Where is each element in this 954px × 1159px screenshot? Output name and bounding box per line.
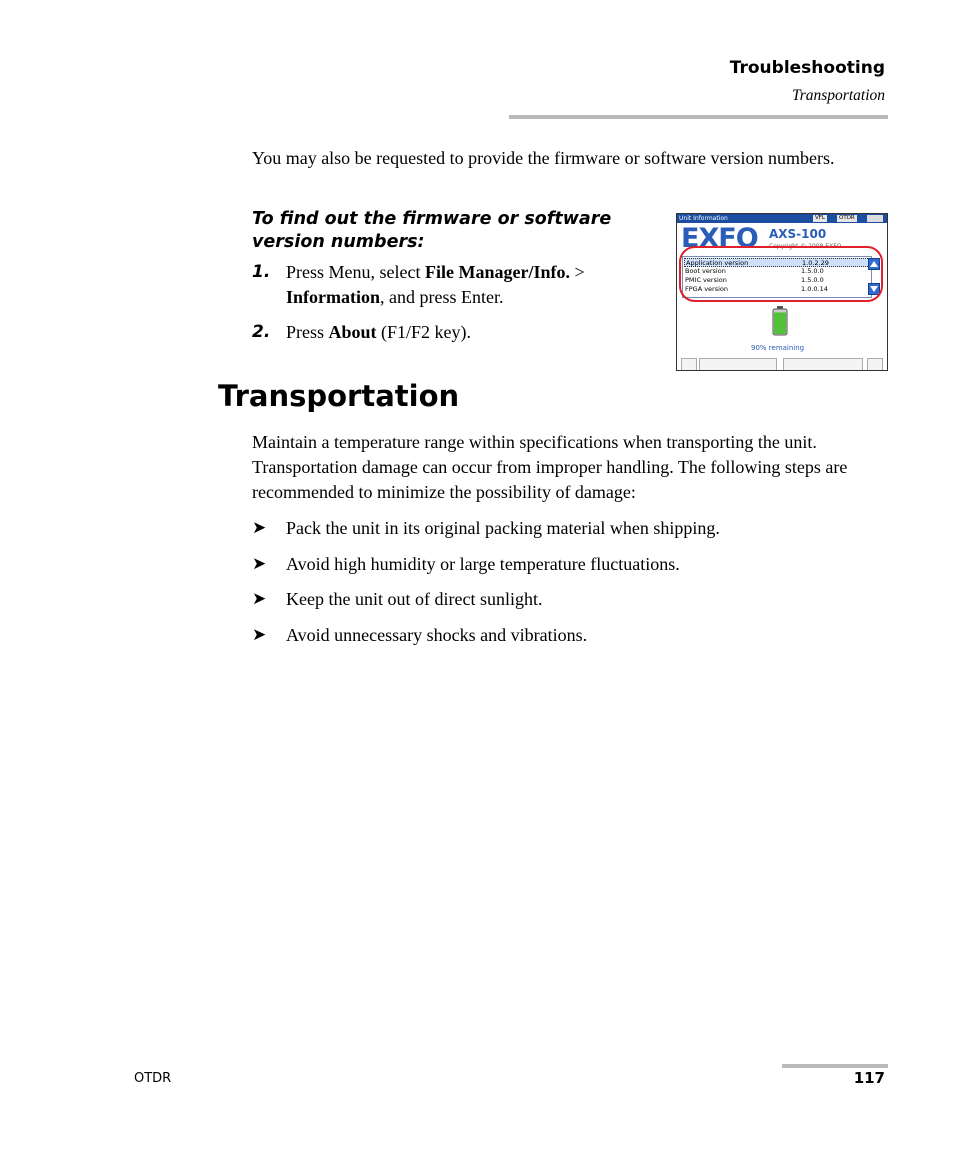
step-2-number: 2. xyxy=(252,322,271,342)
vfl-indicator: VFL xyxy=(815,215,825,221)
device-title-text: Unit Information xyxy=(679,215,728,222)
footer-rule xyxy=(782,1064,888,1068)
bullet-arrow-icon: ➤ xyxy=(252,518,267,537)
version-label: FPGA version xyxy=(685,285,729,293)
device-model: AXS-100 xyxy=(769,227,827,241)
version-label: Boot version xyxy=(685,267,726,275)
step-2-text-a: Press xyxy=(286,322,329,342)
step-2-key-name: About xyxy=(328,322,377,342)
battery-remaining-text: 90% remaining xyxy=(751,344,805,352)
battery-status-icon xyxy=(867,215,883,222)
unit-information-screenshot xyxy=(676,213,888,371)
step-2-text xyxy=(286,320,646,345)
device-title-bar xyxy=(677,214,887,223)
exfo-logo: EXFO xyxy=(681,223,758,254)
version-label: Application version xyxy=(686,259,749,267)
footer-product: OTDR xyxy=(134,1071,172,1086)
step-1-text-c: , and press Enter. xyxy=(380,287,504,307)
version-value: 1.0.2.29 xyxy=(802,259,829,267)
bullet-item: Avoid unnecessary shocks and vibrations. xyxy=(286,625,588,645)
bullet-arrow-icon: ➤ xyxy=(252,589,267,608)
device-copyright: Copyright © 2008 EXFO xyxy=(769,243,842,250)
step-1-text-b: > xyxy=(569,262,585,282)
section-heading: Transportation xyxy=(218,379,460,413)
softkey-1[interactable] xyxy=(681,358,697,370)
bullet-item: Keep the unit out of direct sunlight. xyxy=(286,589,543,609)
step-1-text-a: Press Menu, select xyxy=(286,262,425,282)
battery-icon xyxy=(772,306,788,336)
intro-paragraph: You may also be requested to provide the firmware or software version numbers. xyxy=(252,148,835,168)
softkey-4[interactable] xyxy=(867,358,883,370)
step-2-text-b: (F1/F2 key). xyxy=(376,322,472,342)
softkey-3[interactable] xyxy=(783,358,863,370)
version-label: PMIC version xyxy=(685,276,727,284)
bullet-item: Avoid high humidity or large temperature fluctuations. xyxy=(286,554,680,574)
procedure-title: To find out the firmware or software version numbers: xyxy=(252,209,612,252)
version-value: 1.5.0.0 xyxy=(801,276,824,284)
running-header-chapter: Troubleshooting xyxy=(729,58,885,78)
bullet-arrow-icon: ➤ xyxy=(252,554,267,573)
version-value: 1.0.0.14 xyxy=(801,285,828,293)
version-value: 1.5.0.0 xyxy=(801,267,824,275)
step-1-menu-item: File Manager/Info. xyxy=(424,262,570,282)
step-1-number: 1. xyxy=(252,262,271,282)
softkey-2[interactable] xyxy=(699,358,777,370)
bullet-item: Pack the unit in its original packing material when shipping. xyxy=(286,518,720,538)
page-number: 117 xyxy=(853,1069,885,1087)
running-header-section: Transportation xyxy=(791,87,885,104)
otdr-indicator: OTDR xyxy=(839,215,855,221)
section-body-paragraph: Maintain a temperature range within specifications when transporting the unit. Transportation damage can occur from improper handling. The following steps are recommended to minimize the possibility of damage: xyxy=(252,432,848,502)
bullet-arrow-icon: ➤ xyxy=(252,625,267,644)
header-rule xyxy=(509,115,888,119)
highlight-oval xyxy=(679,246,883,302)
step-1-submenu-item: Information xyxy=(286,287,380,307)
step-1-text xyxy=(286,260,646,310)
